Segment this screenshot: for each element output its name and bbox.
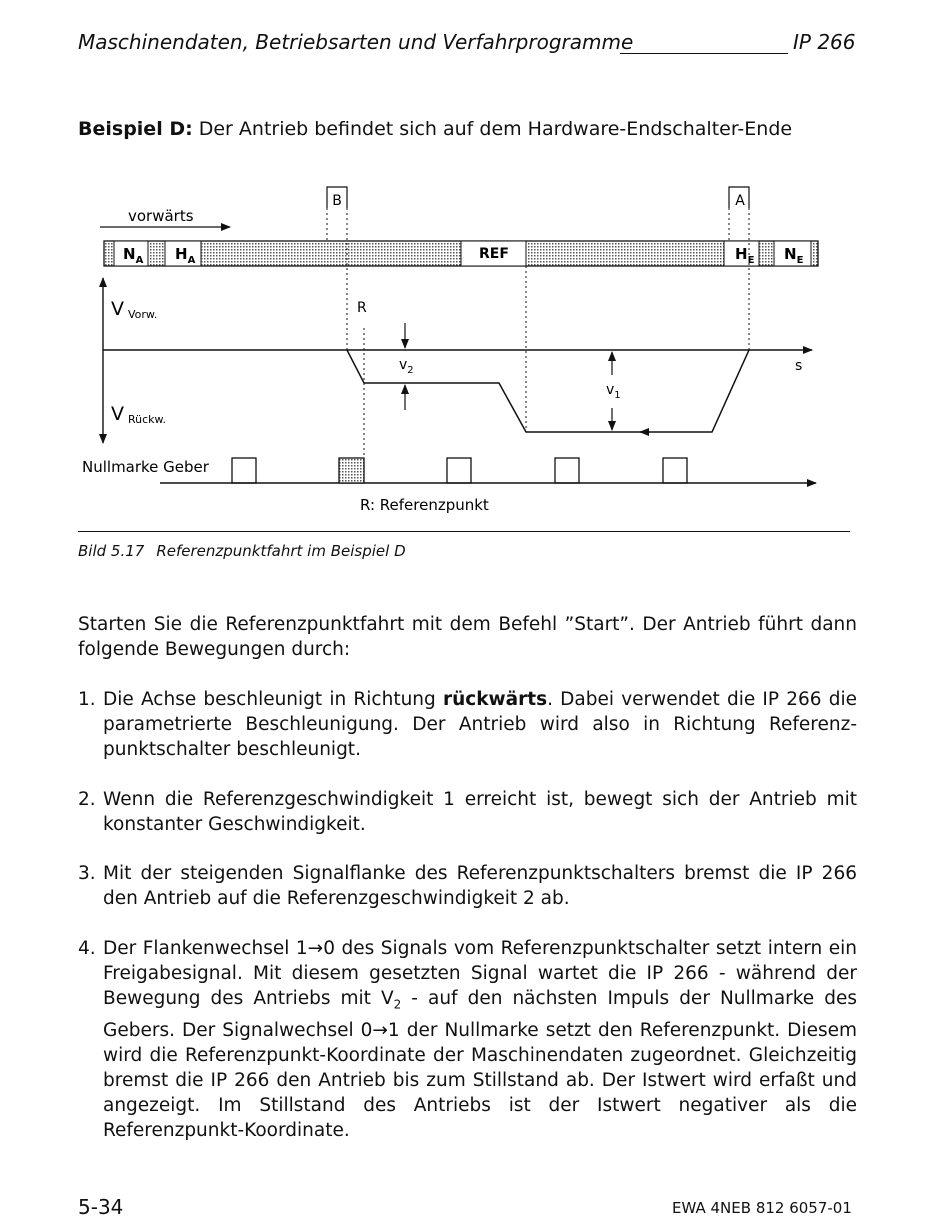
document-code: EWA 4NEB 812 6057-01: [672, 1199, 852, 1217]
step-4: 4. Der Flankenwechsel 1→0 des Signals vom Referenzpunktschalter setzt intern ein Freigabesignal. Mit diesem gesetzten Signal wartet die IP 266 - während der Bewegung des Antriebs mit $V_2$ - auf den nächsten Impuls der Nullmarke des Gebers. Der Signalwechsel 0→1 der Nullmarke setzt den Referenzpunkt. Diesem wird die Referenzpunkt-Koordinate der Maschinendaten zugeordnet. Gleichzeitig bremst die IP 266 den Antrieb bis zum Stillstand ab. Der Istwert wird erfaßt und angezeigt. Im Stillstand des Antriebs ist der Istwert negativer als die Referenzpunkt-Koordinate.: [78, 938, 857, 1141]
header-product: IP 266: [793, 30, 856, 54]
ref-point-label: R: Referenzpunkt: [360, 496, 489, 514]
example-label: Beispiel D:: [78, 118, 193, 140]
zero-mark-pulse-reference: [339, 458, 364, 483]
v-backward-label: V Rückw.: [111, 403, 167, 426]
track-he-label: $H_E$: [735, 245, 755, 266]
step-number: 1.: [78, 689, 96, 710]
zero-mark-pulses: [232, 458, 687, 483]
reference-run-diagram: [0, 0, 950, 530]
step-number: 2.: [78, 789, 96, 810]
example-text: Der Antrieb befindet sich auf dem Hardware-Endschalter-Ende: [192, 118, 793, 140]
step-1: 1. Die Achse beschleunigt in Richtung rückwärts. Dabei verwendet die IP 266 die parametrierte Beschleunigung. Der Antrieb wird also in Richtung Referenzpunktschalter beschleunigt.: [78, 689, 857, 760]
track-ref-label: REF: [479, 246, 509, 262]
step-number: 3.: [78, 863, 96, 884]
arrow-glyph: →: [372, 1019, 388, 1041]
step-number: 4.: [78, 938, 96, 959]
v1-label: $v_1$: [606, 382, 621, 401]
track-ha-label: $H_A$: [175, 245, 196, 266]
v-forward-label: V Vorw.: [111, 298, 158, 321]
s-label: s: [795, 358, 803, 374]
marker-a-label: A: [735, 193, 745, 209]
v2-label: $v_2$: [399, 357, 414, 376]
forward-label: vorwärts: [128, 207, 194, 225]
header-title: Maschinendaten, Betriebsarten und Verfahrprogramme: [78, 30, 634, 54]
caption-text: Referenzpunktfahrt im Beispiel D: [156, 542, 406, 560]
velocity-profile: [347, 350, 749, 432]
page-number: 5-34: [78, 1195, 124, 1219]
caption-number: Bild 5.17: [78, 542, 145, 560]
step-2: 2. Wenn die Referenzgeschwindigkeit 1 erreicht ist, bewegt sich der Antrieb mit konstanter Geschwindigkeit.: [78, 789, 857, 835]
marker-b-label: B: [332, 193, 342, 209]
track-na-label: $N_A$: [123, 245, 144, 266]
emphasis-backward: rückwärts: [442, 689, 548, 710]
r-label: R: [357, 300, 367, 316]
figure-caption: [78, 542, 406, 560]
step-3: 3. Mit der steigenden Signalflanke des Referenzpunktschalters bremst die IP 266 den Antrieb auf die Referenzgeschwindigkeit 2 ab.: [78, 863, 857, 909]
zero-mark-label: Nullmarke Geber: [82, 458, 209, 476]
arrow-glyph: →: [307, 938, 324, 959]
caption-rule: [78, 531, 850, 532]
track-ne-label: $N_E$: [784, 245, 804, 266]
intro-paragraph: Starten Sie die Referenzpunktfahrt mit dem Befehl ”Start”. Der Antrieb führt dann folgende Bewegungen durch:: [78, 614, 857, 660]
